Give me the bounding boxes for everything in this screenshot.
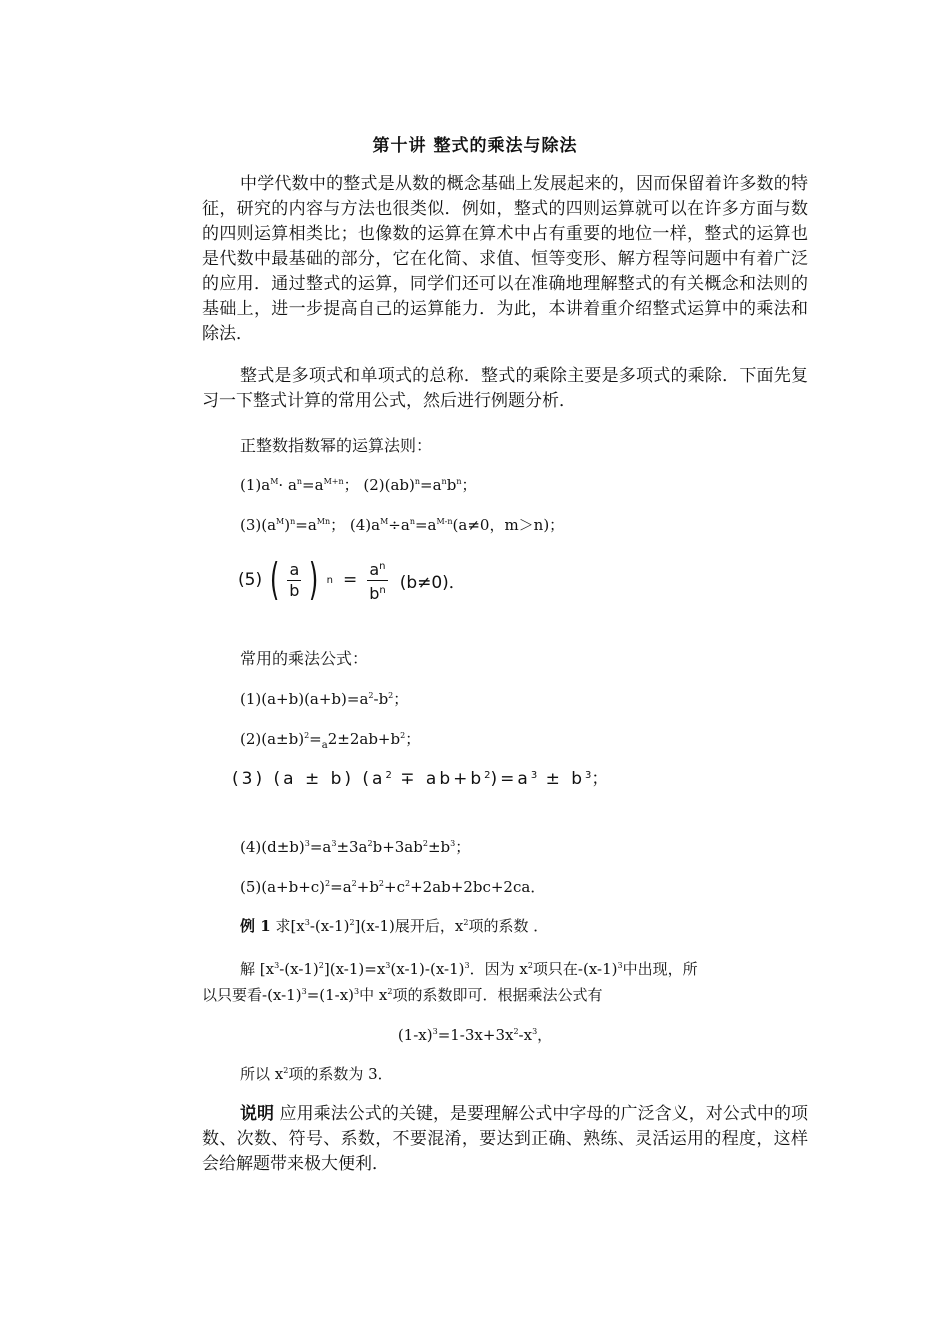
overview-paragraph: 整式是多项式和单项式的总称．整式的乘除主要是多项式的乘除．下面先复习一下整式计算的常用公式，然后进行例题分析． (202, 366, 808, 411)
exp-rule-5-formula: (5) ( $\frac{a}{b}$ ) n = $\frac{a^n}{b^n}$ (b≠0)． (238, 554, 466, 605)
mult-formula-5: $(5)(a+b+c)^2=a^2+b^2+c^2+2ab+2bc+2ca$． (240, 878, 546, 896)
mult-formula-1: $(1)(a+b)(a+b)=a^2-b^2$； (240, 690, 409, 708)
lecture-title: 第十讲 整式的乘法与除法 (372, 136, 578, 156)
solution-label: 解 (240, 960, 256, 978)
mult-formulas-heading: 常用的乘法公式： (240, 649, 369, 668)
solution-center-formula: $(1-x)^3=1-3x+3x^2-x^3$， (397, 1026, 553, 1044)
solution-line-1: 解 $[x^3-(x-1)^2](x-1)=x^3(x-1)-(x-1)^3$．因为 $x^2$项只在$-(x-1)^3$中出现，所 (240, 960, 698, 978)
mult-formula-3: (3) (a ± b) $(a^2 \mp ab+b^2)=a^3 \pm b^3$； (232, 769, 612, 789)
example-label: 例 1 (240, 917, 271, 935)
exp-rule-1-2: $(1)a^M\cdot a^n=a^{M+n}$； $(2)(ab)^n=a^nb^n$； (240, 476, 477, 494)
example-1: 例 1 求$[x^3-(x-1)^2](x-1)$展开后，$x^2$项的系数 ． (240, 917, 549, 935)
solution-line-2: 以只要看$-(x-1)^3=(1-x)^3$中 $x^2$项的系数即可．根据乘法公式有 (202, 986, 603, 1004)
solution-conclusion: 所以 $x^2$项的系数为 3． (240, 1065, 393, 1083)
exp-rules-heading: 正整数指数幂的运算法则： (240, 436, 433, 455)
mult-formula-2: $(2)(a\pm b)^2=_a2\pm 2ab+b^2$； (240, 730, 421, 751)
exp-rule-3-4: $(3)(a^M)^n=a^{Mn}$； $(4)a^M\div a^n=a^{M-n}(a\ne 0$，m＞n)； (240, 516, 565, 534)
intro-paragraph: 中学代数中的整式是从数的概念基础上发展起来的，因而保留着许多数的特征，研究的内容与方法也很类似．例如，整式的四则运算就可以在许多方面与数的四则运算相类比；也像数的运算在算术中占有重要的地位一样，整式的运算也是代数中最基础的部分，它在化简、求值、恒等变形、解方程等问题中有着广泛的应用．通过整式的运算，同学们还可以在准确地理解整式的有关概念和法则的基础上，进一步提高自己的运算能力．为此，本讲着重介绍整式运算中的乘法和除法． (202, 174, 808, 344)
note-label: 说明 (240, 1104, 275, 1124)
mult-formula-4: $(4)(d\pm b)^3=a^3\pm 3a^2b+3ab^2\pm b^3$； (240, 838, 471, 856)
note-paragraph: 说明 应用乘法公式的关键，是要理解公式中字母的广泛含义，对公式中的项数、次数、符号、系数，不要混淆，要达到正确、熟练、灵活运用的程度，这样会给解题带来极大便利． (202, 1104, 809, 1174)
